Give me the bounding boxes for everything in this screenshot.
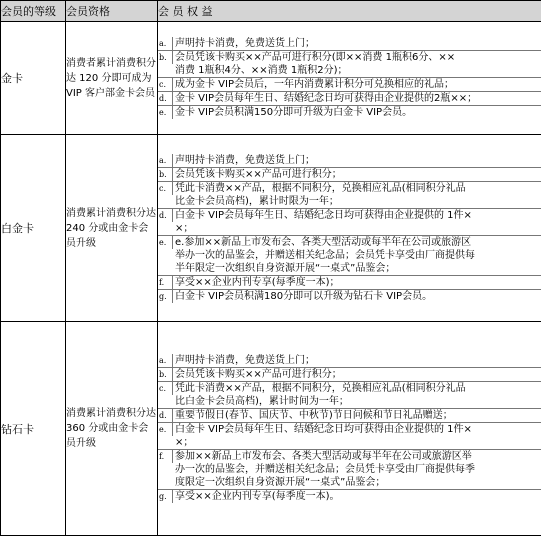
benefit-line [158, 208, 541, 222]
benefit-line [158, 235, 541, 249]
benefit-text: 半年限定一次组织自身资源开展“一桌式”品鉴会； [175, 262, 396, 274]
benefit-text: 声明持卡消费，免费送货上门； [175, 355, 315, 366]
qualification-cell: 消费累计消费积分达 360 分或由金卡会员升级 [66, 322, 158, 536]
benefit-text: e.参加××新品上市发布会、各类大型活动或每半年在公司或旅游区 [175, 236, 472, 248]
benefit-marker: a. [158, 354, 173, 367]
benefit-line [158, 64, 541, 77]
benefit-line [158, 222, 541, 235]
benefits-cell [158, 135, 541, 322]
benefit-text: 会员凭该卡购买××产品可进行积分(即××消费 1瓶积6分、×× [175, 52, 456, 63]
benefit-line [158, 91, 541, 105]
benefit-marker: f. [158, 450, 173, 463]
table-row [1, 322, 541, 536]
benefit-line [158, 489, 541, 503]
qualification-cell: 消费者累计消费积分达 120 分即可成为 VIP 客户部金卡会员 [66, 22, 158, 135]
level-cell: 白金卡 [1, 135, 66, 322]
benefit-text: 声明持卡消费，免费送货上门； [175, 38, 315, 49]
benefit-marker: f. [158, 276, 173, 289]
benefit-marker: a. [158, 154, 173, 167]
benefit-text: 参加××新品上市发布会、各类大型活动或每半年在公司或旅游区举 [175, 451, 472, 462]
benefit-line [158, 181, 541, 195]
header-row [1, 1, 541, 22]
benefit-line [158, 367, 541, 381]
benefit-line [158, 275, 541, 289]
benefit-line [158, 354, 541, 367]
benefit-marker: c. [158, 382, 173, 395]
benefit-line [158, 289, 541, 303]
benefit-marker: d. [158, 209, 173, 222]
benefit-text: 金卡 VIP会员积满150分即可升级为白金卡 VIP会员。 [175, 107, 413, 118]
benefit-line [158, 436, 541, 449]
benefit-text: 度限定一次组织自身资源开展“一桌式”品鉴会； [175, 477, 386, 488]
header-qualification: 会员资格 [66, 1, 158, 22]
level-cell: 钻石卡 [1, 322, 66, 536]
benefit-text: 白金卡 VIP会员积满180分即可以升级为钻石卡 VIP会员。 [175, 290, 433, 302]
benefit-line [158, 195, 541, 208]
benefit-text: 金卡 VIP会员每年生日、结婚纪念日均可获得由企业提供的2瓶××； [175, 93, 478, 104]
benefit-marker: a. [158, 37, 173, 50]
benefit-marker: d. [158, 92, 173, 105]
benefit-line [158, 105, 541, 119]
benefit-line [158, 463, 541, 476]
benefit-text: 凭此卡消费××产品，根据不同积分，兑换相应礼品(相同积分礼品 [175, 383, 466, 394]
benefit-line [158, 476, 541, 489]
benefit-line [158, 50, 541, 64]
level-cell: 金卡 [1, 22, 66, 135]
header-level: 会员的等级 [1, 1, 66, 22]
table-row [1, 22, 541, 135]
table-row [1, 135, 541, 322]
benefit-marker: e. [158, 236, 173, 249]
benefit-text: 享受××企业内刊专享(每季度一本)； [175, 276, 340, 288]
benefit-line [158, 381, 541, 395]
qualification-cell: 消费累计消费积分达 240 分或由金卡会员升级 [66, 135, 158, 322]
benefit-text: 会员凭该卡购买××产品可进行积分； [175, 168, 342, 180]
benefit-marker: e. [158, 106, 173, 119]
benefit-line [158, 77, 541, 91]
benefit-marker: c. [158, 182, 173, 195]
benefit-line [158, 262, 541, 275]
benefit-line [158, 167, 541, 181]
benefit-marker: e. [158, 423, 173, 436]
benefit-text: 消费 1瓶积4分、××消费 1瓶积2分)； [175, 65, 348, 76]
benefit-text: ×； [175, 222, 194, 234]
benefit-text: 享受××企业内刊专享(每季度一本)。 [175, 491, 340, 502]
benefit-text: 会员凭该卡购买××产品可进行积分； [175, 369, 342, 380]
benefit-marker: b. [158, 168, 173, 181]
benefit-text: 比白金卡会员高档)，累计时间为一年； [175, 396, 349, 407]
benefit-line [158, 249, 541, 262]
benefit-text: 重要节假日(春节、国庆节、中秋节)节日问候和节日礼品赠送； [175, 410, 453, 421]
benefit-text: 白金卡 VIP会员每年生日、结婚纪念日均可获得由企业提供的 1件× [175, 424, 472, 435]
benefit-line [158, 37, 541, 50]
benefit-marker: d. [158, 409, 173, 422]
benefit-text: 声明持卡消费，免费送货上门； [175, 154, 315, 166]
benefit-line [158, 422, 541, 436]
benefit-text: 举办一次的品鉴会，并赠送相关纪念品；会员凭卡享受由厂商提供每 [175, 249, 475, 261]
benefit-text: ×； [175, 437, 194, 448]
benefit-text: 白金卡 VIP会员每年生日、结婚纪念日均可获得由企业提供的 1件× [175, 209, 472, 221]
benefit-text: 比金卡会员高档)，累计时限为一年； [175, 195, 339, 207]
benefit-text: 凭此卡消费××产品，根据不同积分，兑换相应礼品(相同积分礼品 [175, 182, 466, 194]
header-benefits: 会 员 权 益 [158, 1, 541, 22]
benefit-text: 成为金卡 VIP会员后，一年内消费累计积分可兑换相应的礼品； [175, 79, 454, 90]
benefit-line [158, 395, 541, 408]
benefit-line [158, 408, 541, 422]
benefit-marker: g. [158, 290, 173, 303]
benefit-text: 办一次的品鉴会，并赠送相关纪念品；会员凭卡享受由厂商提供每季 [175, 464, 475, 475]
benefit-marker: b. [158, 51, 173, 64]
benefits-cell [158, 22, 541, 135]
benefits-cell [158, 322, 541, 536]
benefit-marker: b. [158, 368, 173, 381]
benefit-line [158, 449, 541, 463]
benefit-marker: g. [158, 490, 173, 503]
benefit-line [158, 154, 541, 167]
benefit-marker: c. [158, 78, 173, 91]
